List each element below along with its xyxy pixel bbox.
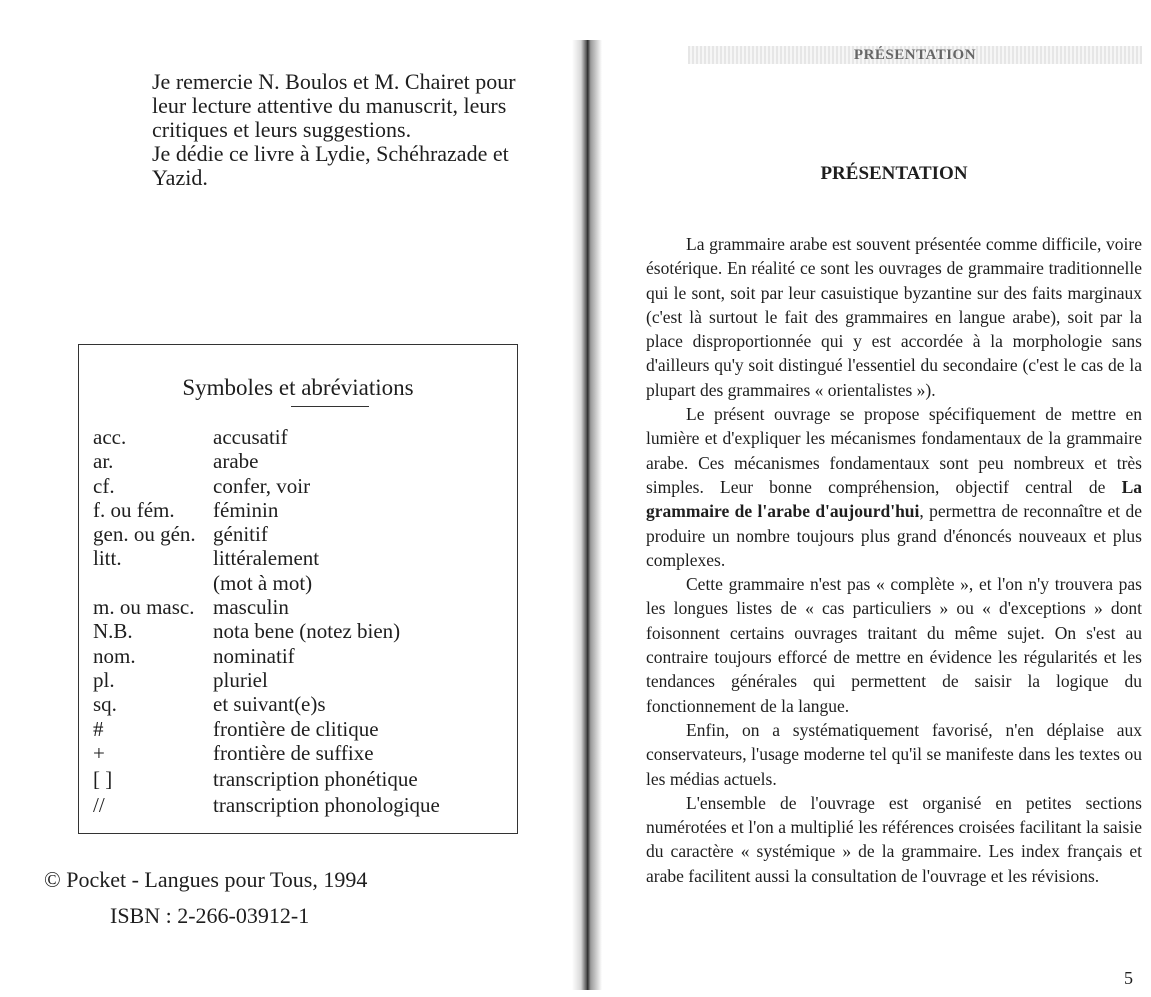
abbreviation-meaning: génitif [213,522,268,547]
abbreviation-meaning: littéralement [213,546,320,571]
abbreviation-row [93,765,513,793]
abbreviation: // [93,793,105,818]
page-number: 5 [1124,968,1133,988]
abbreviation: f. ou fém. [93,497,175,522]
abbreviation-row [93,793,513,817]
book-gutter [572,40,602,990]
abbreviation: m. ou masc. [93,595,195,620]
abbreviation-meaning: nota bene (notez bien) [213,619,401,644]
abbreviation-meaning: (mot à mot) [213,570,313,595]
abbreviation: cf. [93,473,115,498]
abbreviation-row [93,644,513,668]
abbreviation: ar. [93,449,114,474]
symbols-box-title: Symboles et abréviations [182,375,414,400]
abbreviation-row [93,741,513,765]
abbreviation-row [93,498,513,522]
abbreviation-row [93,668,513,692]
copyright-notice: © Pocket - Langues pour Tous, 1994 [44,867,368,892]
symbols-box [78,344,518,834]
abbreviation-meaning: et suivant(e)s [213,692,326,717]
isbn: ISBN : 2-266-03912-1 [110,903,310,928]
book-title: La grammaire de l'arabe d'aujourd'hui [646,476,1142,522]
acknowledgement [152,70,552,190]
abbreviation-row [93,425,513,449]
abbreviation: # [93,716,104,741]
abbreviation-meaning: féminin [213,497,279,522]
abbreviation-row [93,474,513,498]
paragraph [646,402,1142,572]
abbreviation: nom. [93,643,136,668]
abbreviation: sq. [93,692,117,717]
paragraph: Enfin, on a systématiquement favorisé, n'en déplaise aux conservateurs, l'usage moderne tel qu'il se manifeste dans les textes ou les médias actuels. [646,719,1142,789]
abbreviation-meaning: nominatif [213,643,295,668]
abbreviation-row [93,619,513,643]
left-page [0,0,572,997]
abbreviation-meaning: confer, voir [213,473,311,498]
abbreviation-meaning: transcription phonétique [213,767,418,792]
abbreviation-row [93,717,513,741]
paragraph-text: Le présent ouvrage se propose spécifiquement de mettre en lumière et d'expliquer les mécanismes fondamentaux de la grammaire arabe. Ces mécanismes fondamentaux sont peu nombreux et très simples. Leur bonne compréhension, objectif central de [646,404,1142,497]
paragraph: Cette grammaire n'est pas « complète », et l'on n'y trouvera pas les longues listes de « cas particuliers » ou « d'exceptions » dont foisonnent certains ouvrages traitant du même sujet. On s'est au contraire toujours efforcé de mettre en évidence les régularités et les tendances générales qui permettent de saisir la logique du fonctionnement de la langue. [646,574,1142,716]
abbreviation-meaning: pluriel [213,667,268,692]
abbreviation: N.B. [93,619,133,644]
abbreviation-meaning: frontière de clitique [213,716,379,741]
abbreviation-row [93,692,513,716]
presentation-text [646,232,1142,888]
paragraph-text: , permettra de reconnaître et de produire un nombre toujours plus grand d'énoncés nouveaux et plus complexes. [646,501,1142,570]
title-underline [291,406,369,407]
abbreviation: litt. [93,546,122,571]
abbreviation-row [93,522,513,546]
abbreviation-meaning: masculin [213,595,289,620]
running-head: PRÉSENTATION [688,46,1142,64]
abbreviation [93,571,213,595]
abbreviation-list [93,425,513,817]
abbreviation-meaning: transcription phonologique [213,793,440,818]
abbreviation: pl. [93,667,115,692]
abbreviation-meaning: frontière de suffixe [213,740,374,765]
paragraph: La grammaire arabe est souvent présentée comme difficile, voire ésotérique. En réalité ce sont les ouvrages de grammaire traditionnelle qui le sont, soit par leur casuistique byzantine sur des faits marginaux (c'est là surtout le fait des grammaires en langue arabe), soit par la place disproportionnée qui y est accordée à la morphologie sans d'ailleurs qu'y soit distingué l'essentiel du secondaire (c'est le cas de la plupart des grammaires « orientalistes »). [646,234,1142,400]
acknowledgement-line: Je remercie N. Boulos et M. Chairet pour leur lecture attentive du manuscrit, leurs critiques et leurs suggestions. [152,69,516,142]
abbreviation-row [93,571,513,595]
right-page [602,0,1151,997]
paragraph: L'ensemble de l'ouvrage est organisé en petites sections numérotées et l'on a multiplié les références croisées facilitant la saisie du caractère « systémique » de la grammaire. Les index français et arabe facilitent aussi la consultation de l'ouvrage et les révisions. [646,792,1142,886]
abbreviation-row [93,595,513,619]
abbreviation: acc. [93,425,127,449]
dedication-line: Je dédie ce livre à Lydie, Schéhrazade et Yazid. [152,141,509,190]
abbreviation-row [93,449,513,473]
abbreviation: + [93,740,105,765]
abbreviation-meaning: accusatif [213,425,288,449]
abbreviation: gen. ou gén. [93,522,196,547]
abbreviation-meaning: arabe [213,449,259,474]
abbreviation-row [93,546,513,570]
section-heading: PRÉSENTATION [820,163,968,184]
abbreviation: [ ] [93,767,113,792]
